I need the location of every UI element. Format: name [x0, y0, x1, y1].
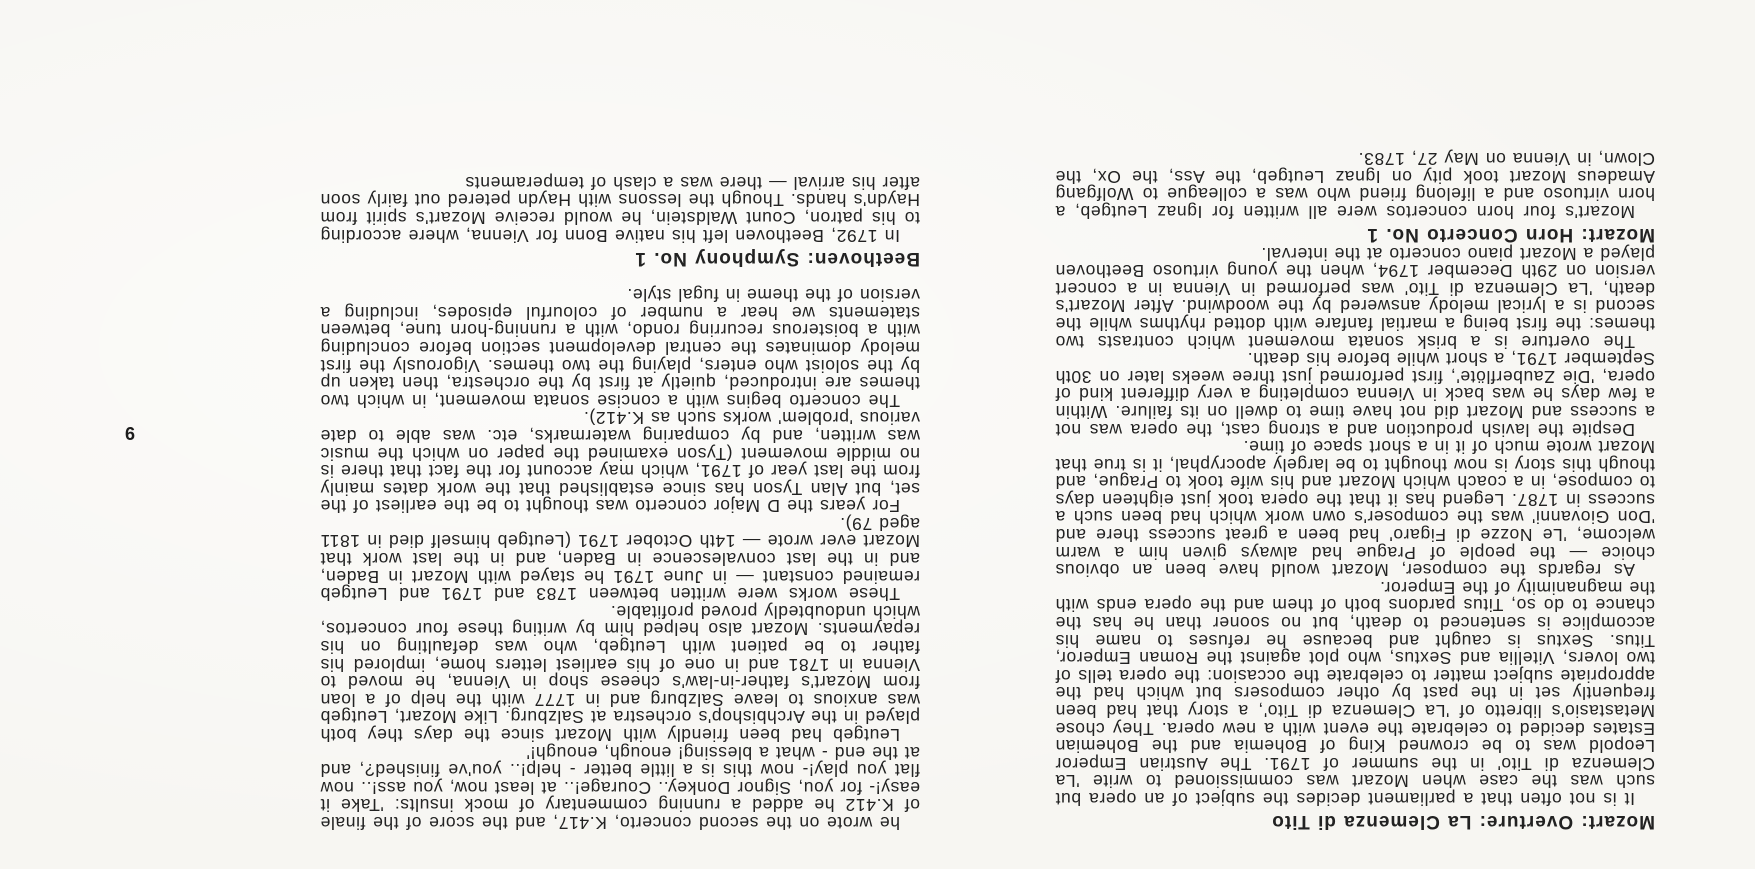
paragraph: Leutgeb had been friendly with Mozart since the days they both played in the Archbishop's orchestra at Salzburg. Like Mozart, Leutgeb was anxious to leave Salzburg and in 1777 with the help of a loan from Mozart's father-in-law's cheese shop in Vienna, he moved to Vienna in 1781 and in one of his earliest letters home, implored his father to be patient with Leutgeb, who was defaulting on his repayments. Mozart also helped him by writing these four concertos, which undoubtedly proved profitable.	[320, 601, 920, 746]
paragraph: Mozart's four horn concertos were all written for Ignaz Leutgeb, a horn virtuoso and a lifelong friend who was a colleague to Wolfgang Amadeus Mozart took pity on Ignaz Leutgeb, the Ass, the Ox, the Clown, in Vienna on May 27, 1783.	[1055, 149, 1655, 222]
right-column	[320, 173, 920, 831]
paragraph: For years the D Major concerto was thought to be the earliest of the set, but Alan Tyson has since established that the work dates mainly from the last year of 1791, which may account for the fact that there is no middle movement (Tyson examined the paper on which the music was written, and by comparing watermarks, etc. was able to date various 'problem' works such as K.412).	[320, 408, 920, 517]
paragraph: As regards the composer, Mozart would have been an obvious choice — the people of Prague had always given him a warm welcome, 'Le Nozze di Figaro' had been a great success there and 'Don Giovanni' was the composer's own work which had been such a success in 1787. Legend has it that the opera took just eighteen days to compose, in a coach which Mozart and his wife took to Prague, and though this story is now thought to be largely apocryphal, it is true that Mozart wrote much of it in a short space of time.	[1055, 437, 1655, 581]
paragraph: It is not often that a parliament decides the subject of an opera but such was the case when Mozart was commissioned to write 'La Clemenza di Tito' in the summer of 1791. The Austrian Emperor Leopold was to be crowned King of Bohemia and the Bohemian Estates decided to celebrate the event with a new opera. They chose Metastasio's libretto of 'La Clemenza di Tito', a story that had been frequently set in the past by other composers but which had the appropriate subject matter to celebrate the occasion: the opera tells of two lovers, Vitellia and Sextus, who plot against the Roman Emperor, Titus. Sextus is caught and because he refuses to name his accomplice is sentenced to death, but no sooner than he has the chance to do so, Titus pardons both of them and the opera ends with the magnanimity of the Emperor.	[1055, 577, 1655, 809]
paragraph: The overture is a brisk sonata movement which contrasts two themes: the first being a martial fanfare with dotted rhythms while the second is a lyrical melody answered by the woodwind. After Mozart's death, 'La Clemenza di Tito' was performed in Vienna in a concert version on 29th December 1794, when the young virtuoso Beethoven played a Mozart piano concerto at the interval.	[1055, 243, 1655, 352]
paragraph: Despite the lavish production and a strong cast, the opera was not a success and Mozart did not have time to dwell on its failure. Within a few days he was back in Vienna completing a very different kind of opera, 'Die Zauberflöte', first performed just three weeks later on 30th September 1791, a short while before his death.	[1055, 349, 1655, 440]
paragraph: In 1792, Beethoven left his native Bonn for Vienna, where according to his patron, Count Waldstein, he would receive Mozart's spirit from Haydn's hands. Though the lessons with Haydn petered out fairly soon after his arrival — there was a clash of temperaments	[320, 172, 920, 246]
paragraph: These works were written between 1783 and 1791 and Leutgeb remained constant — in June 1791 he stayed with Mozart in Baden, and in the last convalescence in Baden, and in the last work that Mozart ever wrote — 14th October 1791 (Leutgeb himself died in 1811 aged 79).	[320, 513, 920, 605]
left-column	[1055, 150, 1655, 831]
section-heading-beethoven: Beethoven: Symphony No. 1	[634, 247, 920, 269]
paragraph: he wrote on the second concerto, K.417, and the score of the finale of K.412 he added a running commentary of mock insults: 'Take it easy!- for you, Signor Donkey.. Courage!.. at least now, you ass!.. now flat you play!- now this is a little better - help!.. you've finished?, and at the end - what a blessing! enough, enough!'	[320, 742, 920, 833]
section-heading-clemenza: Mozart: Overture: La Clemenza di Tito	[1271, 811, 1655, 832]
page-number: 9	[124, 423, 135, 443]
section-heading-horn-concerto: Mozart: Horn Concerto No. 1	[1366, 224, 1655, 245]
paragraph: The concerto begins with a concise sonata movement, in which two themes are introduced, quietly at first by the orchestra, then taken up by the soloist who enters, playing the two themes. Vigorously the first melody dominates the central development section before concluding with a boisterous recurring rondo, with a running-horn tune, between statements we hear a number of colourful episodes, including a version of the theme in fugal style.	[320, 285, 920, 411]
